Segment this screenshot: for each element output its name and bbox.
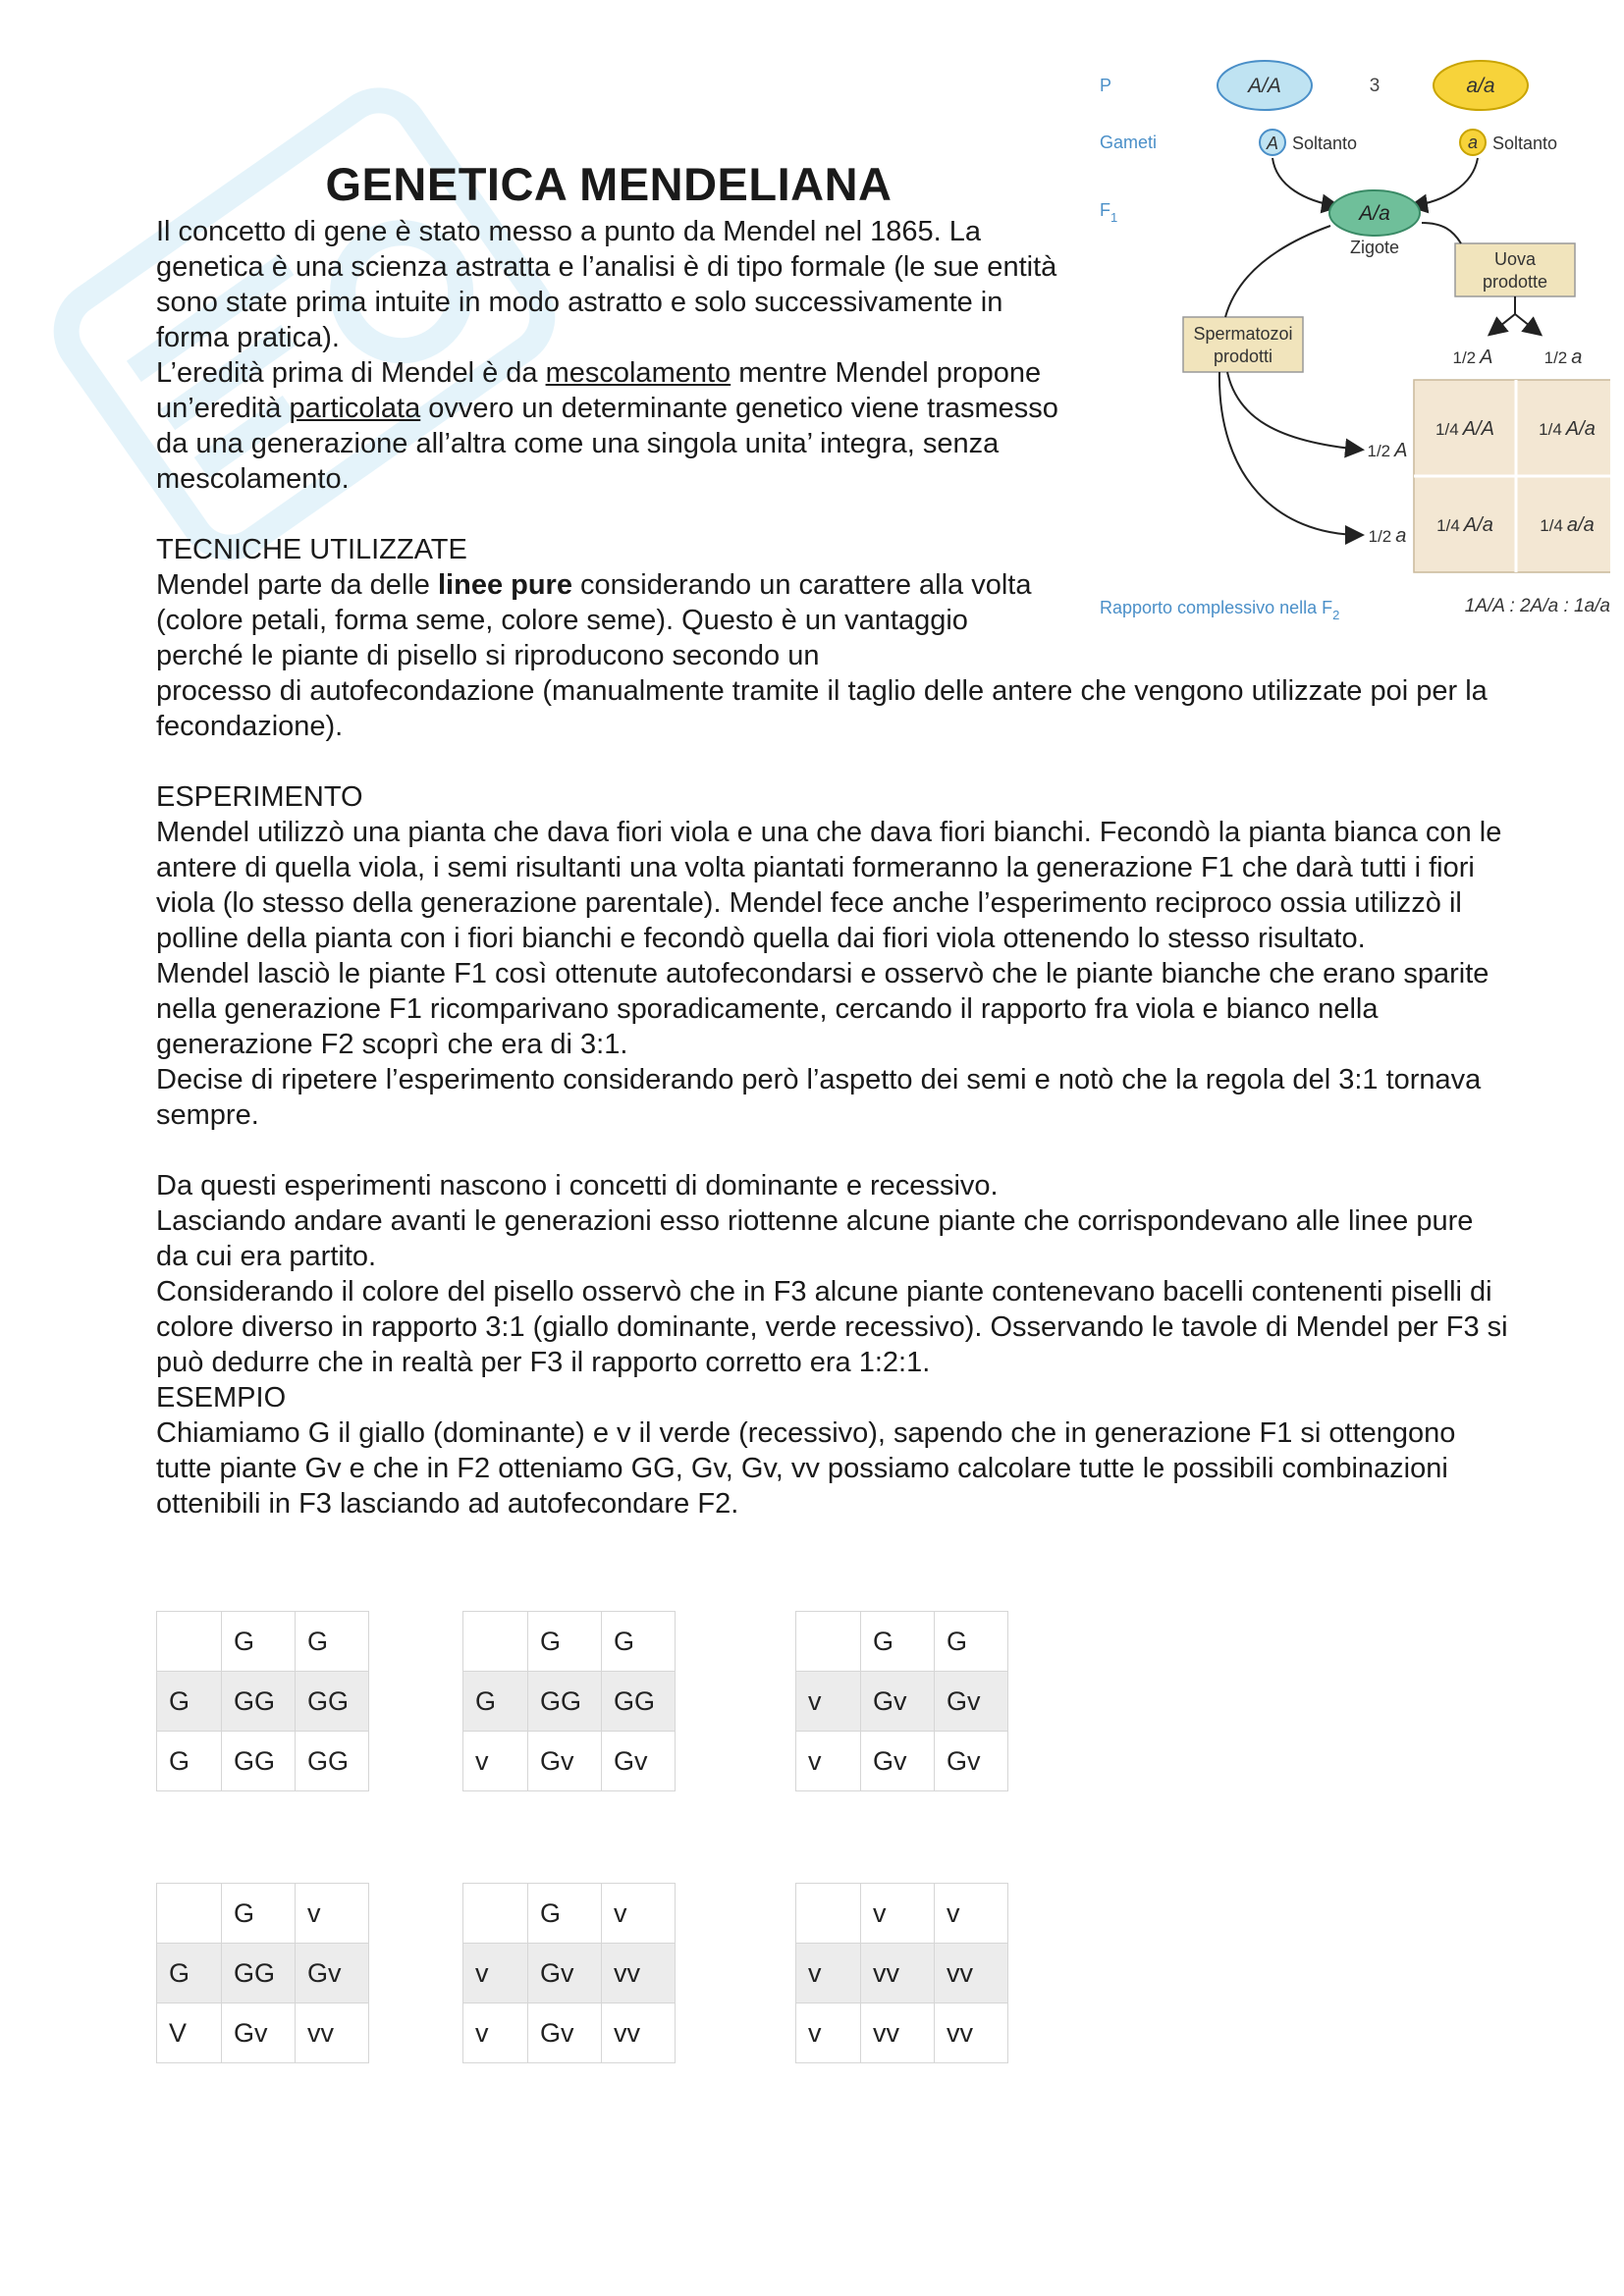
parent-left-genotype: A/A: [1248, 75, 1281, 97]
row-label-gameti: Gameti: [1100, 133, 1158, 152]
table-cell: Gv: [528, 2003, 602, 2063]
table-row: [463, 1884, 676, 1944]
table-cell: G: [296, 1612, 369, 1672]
table-cell: vv: [602, 1944, 676, 2003]
table-cell: v: [796, 1944, 861, 2003]
tecniche-paragraph: Mendel parte da delle linee pure considerando un carattere alla volta (colore petali, forma seme, colore seme). Questo è un vantaggio perché le piante di pisello si riproducono secondo un processo di autofecondazione (manualmente tramite il taglio delle antere che vengono utilizzate poi per la fecondazione).: [156, 569, 1488, 742]
section-heading-esempio: ESEMPIO: [156, 1382, 287, 1414]
ratio-label: Rapporto complessivo nella $F_2$: [1100, 598, 1340, 622]
table-cell: G: [222, 1884, 296, 1944]
zygote-to-egg-line: [1422, 223, 1461, 243]
table-row: [796, 1884, 1008, 1944]
table-cell: G: [861, 1612, 935, 1672]
underlined-term-mescolamento: mescolamento: [545, 357, 731, 389]
table-row: [796, 1672, 1008, 1732]
table-cell: Gv: [935, 1672, 1008, 1732]
table-row: [157, 1672, 369, 1732]
table-cell: G: [463, 1672, 528, 1732]
esperimento-paragraph-3: Decise di ripetere l’esperimento considerando però l’aspetto dei semi e notò che la regola del 3:1 tornava sempre.: [156, 1064, 1482, 1131]
arrow-gamete-right: [1412, 158, 1478, 206]
parent-right-genotype: a/a: [1466, 75, 1495, 97]
table-cell: Gv: [222, 2003, 296, 2063]
table-cell: [157, 1884, 222, 1944]
table-cell: Gv: [602, 1732, 676, 1791]
zygote-genotype: A/a: [1359, 202, 1390, 225]
intro-paragraph-2: L’eredità prima di Mendel è da mescolamento mentre Mendel propone un’eredità particolata ovvero un determinante genetico viene trasmesso da una generazione all’altra come una singola unita’ integra, senza mescolamento.: [156, 357, 1058, 495]
punnett-square-5: [462, 1883, 676, 2063]
table-cell: GG: [296, 1732, 369, 1791]
table-cell: G: [528, 1884, 602, 1944]
table-cell: v: [796, 1672, 861, 1732]
table-cell: v: [861, 1884, 935, 1944]
table-cell: Gv: [861, 1732, 935, 1791]
table-cell: V: [157, 2003, 222, 2063]
zygote-to-sperm-line: [1225, 226, 1330, 317]
page-title: GENETICA MENDELIANA: [325, 158, 893, 210]
egg-box-line-1: Uova: [1493, 249, 1537, 269]
punnett-square-4: [156, 1883, 369, 2063]
table-cell: vv: [602, 2003, 676, 2063]
table-cell: v: [602, 1884, 676, 1944]
table-cell: G: [157, 1732, 222, 1791]
row-label-f1: $F_1$: [1100, 200, 1118, 225]
zygote-label: Zigote: [1349, 238, 1400, 257]
section-heading-esperimento: ESPERIMENTO: [156, 781, 363, 813]
sperm-box-line-1: Spermatozoi: [1193, 324, 1293, 344]
punnett-square-2: [462, 1611, 676, 1791]
arrow-sperm-bottom: [1219, 372, 1361, 535]
table-row: [463, 2003, 676, 2063]
gamete-left: A: [1266, 133, 1279, 153]
soltanto-left: Soltanto: [1292, 133, 1358, 153]
table-cell: GG: [602, 1672, 676, 1732]
table-cell: vv: [861, 2003, 935, 2063]
gamete-right: a: [1467, 133, 1479, 152]
table-cell: [463, 1884, 528, 1944]
table-row: [157, 1884, 369, 1944]
concetti-paragraph-3: Considerando il colore del pisello osservò che in F3 alcune piante contenevano bacelli contenenti piselli di colore diverso in rapporto 3:1 (giallo dominante, verde recessivo). Osservando le tavole di Mendel per F3 si può dedurre che in realtà per F3 il rapporto corretto era 1:2:1.: [156, 1276, 1508, 1378]
punnett-square-6: [795, 1883, 1008, 2063]
table-cell: G: [528, 1612, 602, 1672]
table-cell: v: [463, 1732, 528, 1791]
ratio-value: 1A/A : 2A/a : 1a/a: [1464, 596, 1610, 616]
col-header-right: 1/2 a: [1543, 347, 1583, 368]
table-cell: Gv: [528, 1732, 602, 1791]
section-heading-tecniche: TECNICHE UTILIZZATE: [156, 534, 467, 565]
concetti-paragraph-2: Lasciando andare avanti le generazioni esso riottenne alcune piante che corrispondevano alle linee pure da cui era partito.: [156, 1205, 1474, 1272]
table-cell: vv: [935, 2003, 1008, 2063]
table-row: [157, 1732, 369, 1791]
table-cell: vv: [861, 1944, 935, 2003]
table-cell: Gv: [935, 1732, 1008, 1791]
table-row: [157, 1612, 369, 1672]
table-cell: v: [296, 1884, 369, 1944]
row-header-bottom: 1/2 a: [1368, 525, 1407, 547]
table-cell: v: [796, 2003, 861, 2063]
arrow-egg-right: [1515, 314, 1540, 334]
table-cell: G: [935, 1612, 1008, 1672]
sperm-box-line-2: prodotti: [1213, 347, 1273, 366]
table-cell: [463, 1612, 528, 1672]
table-row: [796, 2003, 1008, 2063]
col-header-left: 1/2 A: [1452, 347, 1493, 368]
mendel-cross-diagram: [1080, 54, 1610, 643]
table-cell: GG: [528, 1672, 602, 1732]
cross-symbol: 3: [1369, 76, 1380, 96]
table-cell: [157, 1612, 222, 1672]
bold-term-linee-pure: linee pure: [437, 569, 572, 601]
table-row: [157, 2003, 369, 2063]
grid-cell-3: 1/4 A/a: [1436, 514, 1493, 536]
concetti-paragraph-1: Da questi esperimenti nascono i concetti di dominante e recessivo.: [156, 1170, 999, 1201]
esperimento-paragraph-1: Mendel utilizzò una pianta che dava fiori viola e una che dava fiori bianchi. Fecondò la pianta bianca con le antere di quella viola, i semi risultanti una volta piantati formeranno la generazione F1 che darà tutti i fiori viola (lo stesso della generazione parentale). Mendel fece anche l’esperimento reciproco ossia utilizzò il polline della pianta con i fiori bianchi e fecondò quella dai fiori viola ottenendo lo stesso risultato.: [156, 817, 1502, 954]
punnett-square-3: [795, 1611, 1008, 1791]
arrow-gamete-left: [1272, 158, 1337, 206]
body-section: [156, 532, 1511, 1522]
table-row: [796, 1944, 1008, 2003]
table-cell: v: [463, 1944, 528, 2003]
intro-section: [156, 214, 1059, 497]
esempio-paragraph: Chiamiamo G il giallo (dominante) e v il verde (recessivo), sapendo che in generazione F1 si ottengono tutte piante Gv e che in F2 otteniamo GG, Gv, Gv, vv possiamo calcolare tutte le possibili combinazioni ottenibili in F3 lasciando ad autofecondare F2.: [156, 1417, 1456, 1520]
arrow-sperm-top: [1227, 372, 1361, 450]
table-row: [463, 1732, 676, 1791]
grid-cell-2: 1/4 A/a: [1539, 418, 1596, 440]
table-row: [463, 1672, 676, 1732]
punnett-square-1: [156, 1611, 369, 1791]
table-cell: G: [222, 1612, 296, 1672]
table-cell: [796, 1612, 861, 1672]
table-cell: Gv: [861, 1672, 935, 1732]
table-cell: GG: [222, 1672, 296, 1732]
table-cell: v: [463, 2003, 528, 2063]
table-cell: [796, 1884, 861, 1944]
egg-box-line-2: prodotte: [1482, 272, 1548, 292]
grid-cell-1: 1/4 A/A: [1435, 418, 1494, 440]
table-cell: v: [796, 1732, 861, 1791]
table-row: [796, 1732, 1008, 1791]
table-cell: Gv: [528, 1944, 602, 2003]
table-cell: G: [602, 1612, 676, 1672]
table-cell: Gv: [296, 1944, 369, 2003]
intro-paragraph-1: Il concetto di gene è stato messo a punto da Mendel nel 1865. La genetica è una scienza astratta e l’analisi è di tipo formale (le sue entità sono state prima intuite in modo astratto e solo successivamente in forma pratica).: [156, 216, 1057, 353]
table-cell: vv: [296, 2003, 369, 2063]
soltanto-right: Soltanto: [1492, 133, 1558, 153]
table-cell: G: [157, 1944, 222, 2003]
table-row: [157, 1944, 369, 2003]
table-row: [463, 1944, 676, 2003]
row-header-top: 1/2 A: [1367, 440, 1408, 461]
arrow-egg-left: [1490, 296, 1515, 334]
table-cell: vv: [935, 1944, 1008, 2003]
table-cell: GG: [296, 1672, 369, 1732]
table-row: [463, 1612, 676, 1672]
underlined-term-particolata: particolata: [289, 393, 421, 424]
esperimento-paragraph-2: Mendel lasciò le piante F1 così ottenute autofecondarsi e osservò che le piante bianche che erano sparite nella generazione F1 ricomparivano sporadicamente, cercando il rapporto fra viola e bianco nella generazione F2 scoprì che era di 3:1.: [156, 958, 1489, 1060]
table-cell: GG: [222, 1944, 296, 2003]
table-cell: v: [935, 1884, 1008, 1944]
table-cell: G: [157, 1672, 222, 1732]
table-cell: GG: [222, 1732, 296, 1791]
grid-cell-4: 1/4 a/a: [1540, 514, 1595, 536]
row-label-p: P: [1100, 76, 1112, 95]
table-row: [796, 1612, 1008, 1672]
